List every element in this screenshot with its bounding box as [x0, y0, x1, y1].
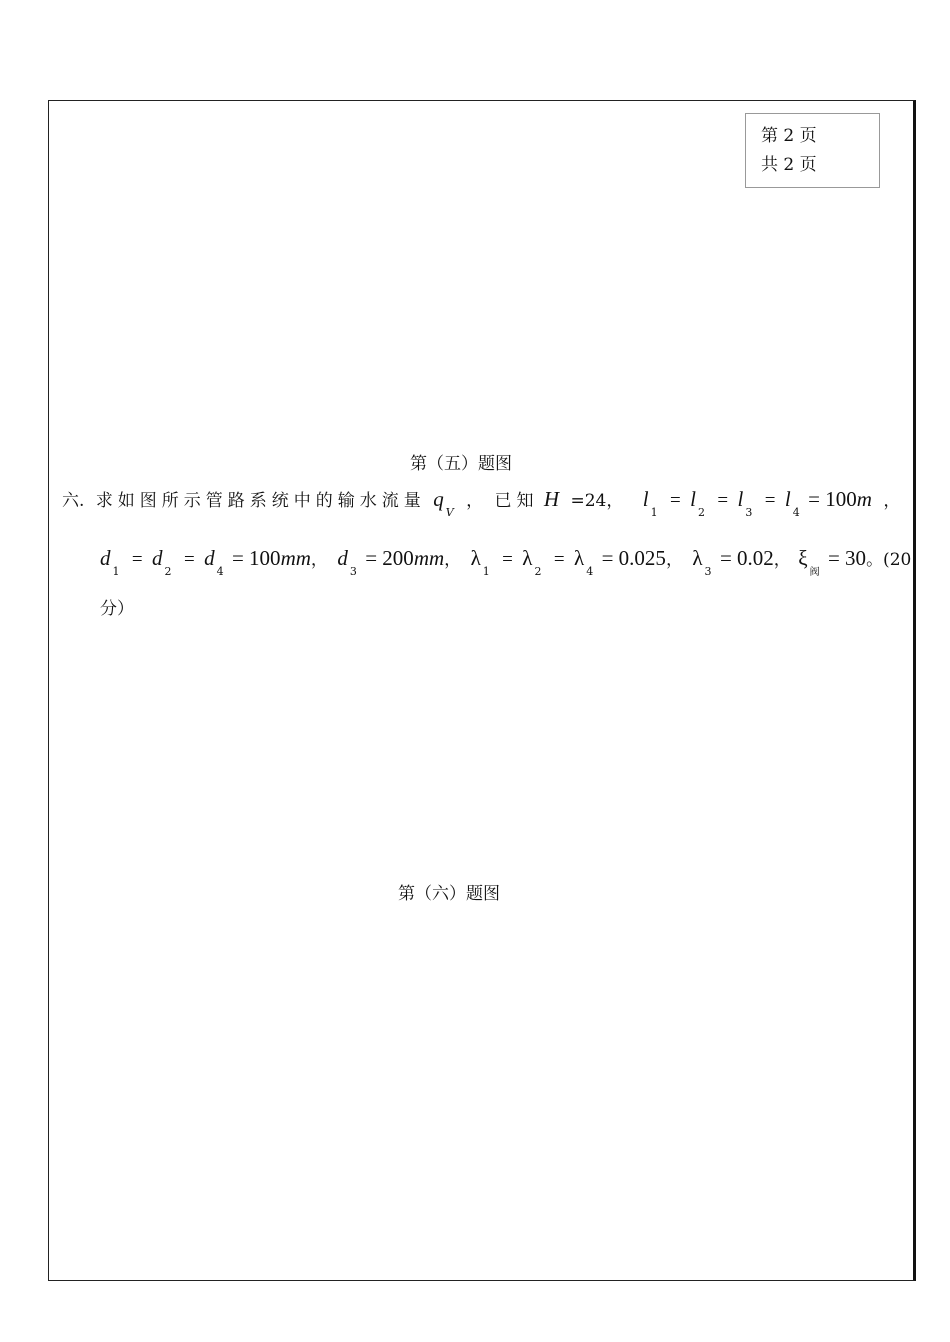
l-value: = 100 [808, 487, 857, 511]
equals-sign: = [670, 490, 681, 511]
separator: ， [444, 550, 462, 570]
d2-subscript: 2 [164, 565, 172, 578]
page-total: 共 2 页 [761, 155, 817, 175]
d1-variable: d [100, 546, 111, 570]
question-number: 六. [62, 491, 85, 511]
lambda-value: = 0.025 [601, 546, 666, 570]
l3-variable: l [737, 487, 744, 511]
l2-subscript: 2 [697, 506, 705, 519]
lambda1-subscript: 1 [482, 565, 490, 578]
d4-subscript: 4 [216, 565, 224, 578]
lambda3-value: = 0.02 [719, 546, 774, 570]
d-unit: mm [280, 546, 311, 570]
figure-5-caption: 第（五）题图 [410, 454, 512, 474]
comma: ， [883, 491, 901, 511]
equals-sign: = [502, 549, 513, 570]
comma: ， [466, 491, 484, 511]
question-6-line-3 [100, 594, 134, 619]
question-prompt: 求如图所示管路系统中的输水流量 [95, 491, 426, 511]
d3-value: = 200 [365, 546, 414, 570]
equals-sign: = [553, 549, 565, 570]
l4-subscript: 4 [792, 506, 800, 519]
d-value: = 100 [231, 546, 281, 570]
xi-subscript: 阀 [809, 567, 820, 578]
l1-subscript: 1 [650, 506, 658, 519]
equals-sign: = [717, 490, 729, 511]
equals-sign: = [764, 490, 776, 511]
d1-subscript: 1 [112, 565, 120, 578]
lambda4-subscript: 4 [586, 565, 594, 578]
d3-subscript: 3 [349, 565, 357, 578]
separator: ， [665, 550, 683, 570]
lambda3-symbol: λ [692, 546, 703, 570]
page-number-box [745, 113, 880, 188]
l1-variable: l [642, 487, 649, 511]
equals-sign: = [131, 549, 143, 570]
d4-variable: d [204, 546, 215, 570]
separator: ， [310, 550, 328, 570]
figure-6-caption: 第（六）题图 [398, 884, 500, 904]
question-6-line-1 [62, 486, 901, 519]
l4-variable: l [784, 487, 791, 511]
lambda1-symbol: λ [470, 546, 481, 570]
points-open: 。(20 [866, 550, 912, 570]
xi-value: = 30 [827, 546, 867, 570]
known-label: 已知 [494, 491, 539, 511]
qv-variable: q [433, 487, 444, 511]
l-unit: m [856, 487, 872, 511]
lambda2-symbol: λ [522, 546, 533, 570]
lambda2-subscript: 2 [534, 565, 542, 578]
h-variable: H [543, 487, 560, 511]
l3-subscript: 3 [745, 506, 753, 519]
qv-subscript: V [445, 506, 454, 519]
lambda4-symbol: λ [574, 546, 585, 570]
lambda3-subscript: 3 [704, 565, 712, 578]
d3-unit: mm [413, 546, 445, 570]
question-6-line-2 [100, 545, 912, 578]
d2-variable: d [152, 546, 163, 570]
h-value: =24， [570, 491, 624, 511]
page-current: 第 2 页 [761, 126, 817, 146]
equals-sign: = [183, 549, 195, 570]
points-close: 分） [100, 599, 134, 619]
separator: ， [773, 550, 791, 570]
d3-variable: d [337, 546, 348, 570]
page-frame [48, 100, 916, 1281]
l2-variable: l [690, 487, 696, 511]
xi-symbol: ξ [798, 546, 808, 570]
